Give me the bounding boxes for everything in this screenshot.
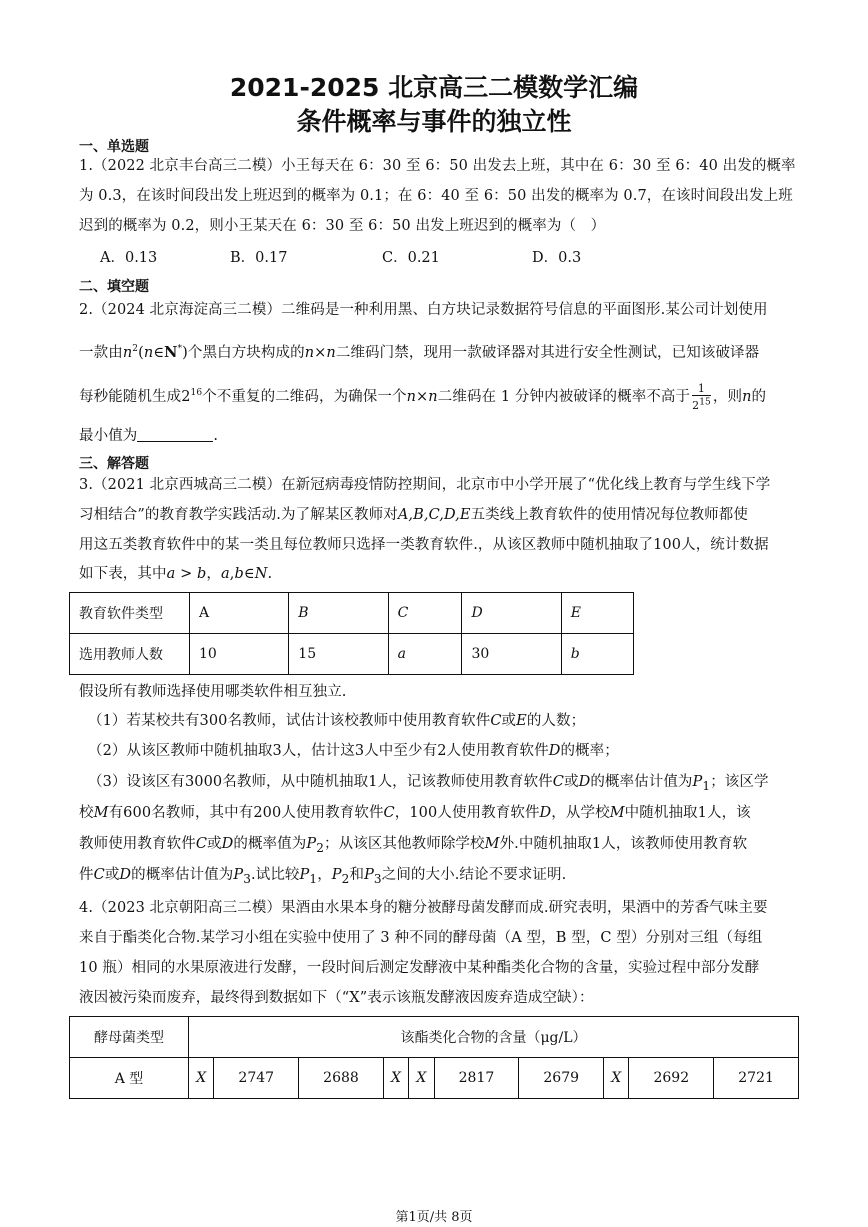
table-cell: b (561, 634, 633, 675)
q4-line: 来自于酯类化合物.某学习小组在实验中使用了 3 种不同的酵母菌（A 型，B 型，C 型）分别对三组（每组 (79, 930, 763, 946)
q3-part-2: （2）从该区教师中随机抽取3人，估计这3人中至少有2人使用教育软件D的概率； (88, 743, 619, 759)
section-heading: 一、单选题 (79, 139, 149, 155)
doc-title: 2021-2025 北京高三二模数学汇编 (229, 73, 639, 102)
q1-option-c: C．0.21 (382, 250, 440, 266)
q1-option-d: D．0.3 (532, 250, 582, 266)
table-cell: a (388, 634, 462, 675)
q3-line: 3.（2021 北京西城高三二模）在新冠病毒疫情防控期间，北京市中小学开展了“优化线上教育与学生线下学 (79, 477, 771, 493)
table-cell: 2688 (299, 1058, 384, 1099)
q1-line: 为 0.3，在该时间段出发上班迟到的概率为 0.1；在 6：40 至 6：50 出发的概率为 0.7，在该时间段出发上班 (79, 188, 793, 204)
q3-line: 习相结合”的教育教学实践活动.为了解某区教师对A,B,C,D,E五类线上教育软件的使用情况每位教师都使 (79, 507, 748, 523)
q1-option-a: A．0.13 (100, 250, 158, 266)
table-cell: B (289, 593, 388, 634)
q4-line: 10 瓶）相同的水果原液进行发酵，一段时间后测定发酵液中某种酯类化合物的含量，实验过程中部分发酵 (79, 960, 760, 976)
section-heading: 二、填空题 (79, 279, 149, 295)
table-cell: 10 (190, 634, 289, 675)
q1-line: 1.（2022 北京丰台高三二模）小王每天在 6：30 至 6：50 出发去上班，其中在 6：30 至 6：40 出发的概率 (79, 158, 796, 174)
q2-line: 每秒能随机生成$2^{16}$个不重复的二维码，为确保一个n×n二维码在 1 分钟内被破译的概率不高于 $\frac{1}{2^{15}}$ ，则n的 (79, 382, 767, 412)
table-cell: 30 (462, 634, 561, 675)
q1-option-b: B．0.17 (230, 250, 288, 266)
doc-subtitle: 条件概率与事件的独立性 (296, 107, 572, 136)
q3-note: 假设所有教师选择使用哪类软件相互独立. (79, 684, 347, 700)
q2-line: 一款由$n^2(n\in N^*)$个黑白方块构成的n×n二维码门禁，现用一款破译器对其进行安全性测试，已知该破译器 (79, 344, 760, 361)
q3-line: 用这五类教育软件中的某一类且每位教师只选择一类教育软件.，从该区教师中随机抽取了100人，统计数据 (79, 537, 769, 553)
table-cell: 酵母菌类型 (70, 1017, 189, 1058)
table-cell: 2817 (434, 1058, 519, 1099)
q2-line: 2.（2024 北京海淀高三二模）二维码是一种利用黑、白方块记录数据符号信息的平面图形.某公司计划使用 (79, 302, 768, 318)
q4-line: 液因被污染而废弃，最终得到数据如下（“X”表示该瓶发酵液因废弃造成空缺）： (79, 990, 594, 1006)
q2-line: 最小值为 . (79, 428, 219, 444)
table-cell: X (189, 1058, 214, 1099)
table-cell: 2692 (629, 1058, 714, 1099)
table-cell: 该酯类化合物的含量（μg/L） (189, 1017, 799, 1058)
q3-part-3: （3）设该区有3000名教师，从中随机抽取1人，记该教师使用教育软件C或D的概率估计值为$P_1$；该区学 (88, 774, 769, 793)
table-cell: E (561, 593, 633, 634)
section-heading: 三、解答题 (79, 456, 149, 472)
table-row (70, 1017, 799, 1058)
table-cell: D (462, 593, 561, 634)
q3-part-1: （1）若某校共有300名教师，试估计该校教师中使用教育软件C或E的人数； (88, 713, 586, 729)
q1-line: 迟到的概率为 0.2，则小王某天在 6：30 至 6：50 出发上班迟到的概率为（ ） (79, 218, 606, 234)
page-footer: 第1页/共 8页 (395, 1210, 473, 1225)
table-cell: X (383, 1058, 408, 1099)
table-cell: 教育软件类型 (70, 593, 190, 634)
table-cell: 选用教师人数 (70, 634, 190, 675)
table-cell: 2747 (214, 1058, 299, 1099)
answer-blank (137, 427, 213, 442)
yeast-table (69, 1016, 799, 1099)
table-cell: 15 (289, 634, 388, 675)
q3-part-3-line: 件C或D的概率估计值为$P_3$.试比较$P_1$，$P_2$和$P_3$之间的大小.结论不要求证明. (79, 867, 567, 886)
table-row (70, 1058, 799, 1099)
table-cell: 2679 (519, 1058, 604, 1099)
q3-line: 如下表，其中a > b，a,b∈N. (79, 566, 273, 582)
table-cell: 2721 (714, 1058, 799, 1099)
table-cell: X (604, 1058, 629, 1099)
q4-line: 4.（2023 北京朝阳高三二模）果酒由水果本身的糖分被酵母菌发酵而成.研究表明，果酒中的芳香气味主要 (79, 900, 768, 916)
table-cell: A (190, 593, 289, 634)
table-row (70, 593, 634, 634)
q3-part-3-line: 教师使用教育软件C或D的概率值为$P_2$；从该区其他教师除学校M外.中随机抽取1人，该教师使用教育软 (79, 836, 748, 855)
q3-part-3-line: 校M有600名教师，其中有200人使用教育软件C，100人使用教育软件D，从学校M中随机抽取1人，该 (79, 805, 751, 821)
table-cell: A 型 (70, 1058, 189, 1099)
table-cell: C (388, 593, 462, 634)
fraction: $\frac{1}{2^{15}}$ (692, 382, 711, 412)
table-cell: X (409, 1058, 434, 1099)
software-table (69, 592, 634, 675)
table-row (70, 634, 634, 675)
